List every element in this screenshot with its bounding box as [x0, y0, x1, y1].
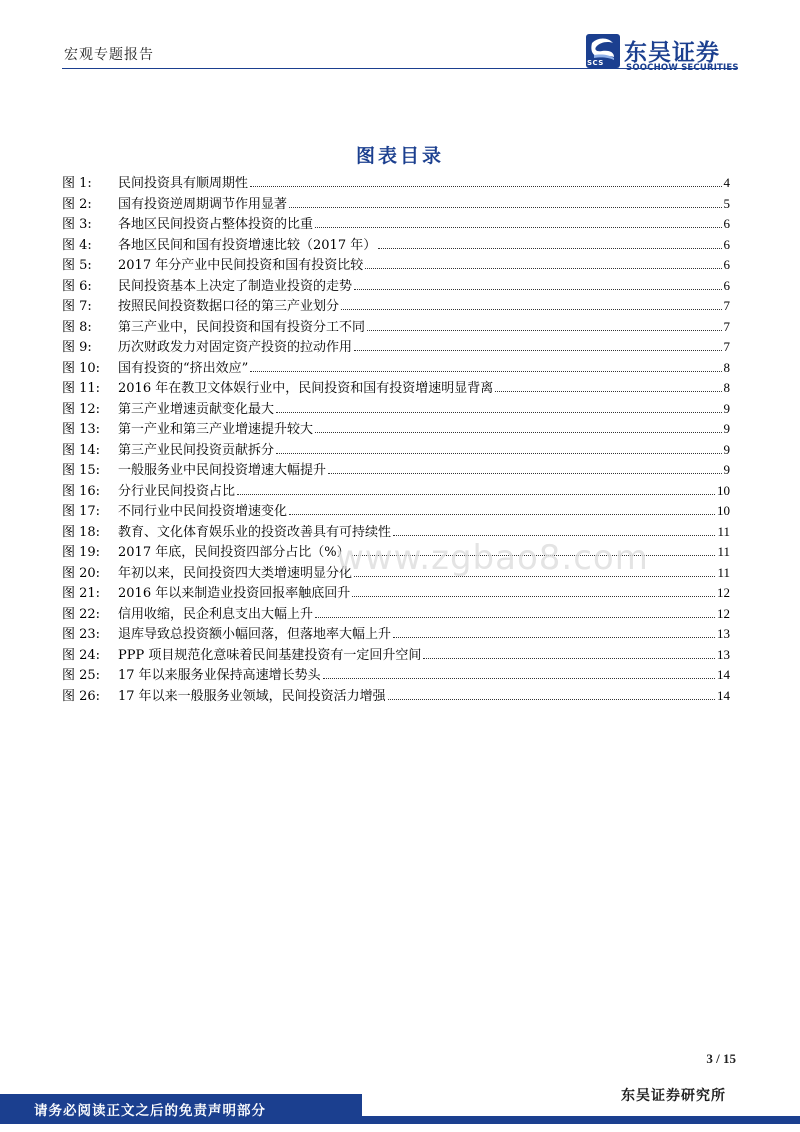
toc-entry-label: 图 22:: [62, 606, 101, 622]
toc-entry[interactable]: [62, 481, 730, 502]
toc-entry-title: 各地区民间投资占整体投资的比重: [118, 217, 314, 232]
toc-leader-dots: [328, 473, 721, 474]
toc-leader-dots: [423, 658, 715, 659]
toc-entry-page: 14: [717, 687, 730, 703]
toc-entry-label: 图 4:: [62, 237, 92, 253]
toc-entry-page: 6: [723, 216, 730, 231]
toc-entry-label: 图 19:: [62, 545, 101, 560]
toc-entry-title: 国有投资逆周期调节作用显著: [118, 196, 288, 212]
figure-toc-list: [62, 173, 730, 706]
toc-entry-title: 各地区民间和国有投资增速比较（2017 年）: [118, 237, 377, 253]
toc-entry-page: 6: [723, 236, 730, 252]
toc-entry[interactable]: [62, 604, 730, 625]
toc-leader-dots: [289, 207, 721, 208]
toc-entry-title: 一般服务业中民间投资增速大幅提升: [118, 463, 327, 478]
toc-leader-dots: [388, 699, 715, 700]
toc-entry-page: 9: [723, 400, 730, 416]
toc-entry-title: 分行业民间投资占比: [118, 483, 236, 499]
toc-title: 图表目录: [355, 145, 444, 167]
toc-entry-page: 9: [723, 421, 730, 436]
toc-entry[interactable]: [62, 583, 730, 604]
toc-entry[interactable]: [62, 440, 730, 461]
toc-entry-label: 图 18:: [62, 524, 101, 540]
toc-entry[interactable]: [62, 501, 730, 522]
toc-entry-label: 图 3:: [62, 217, 92, 232]
toc-entry-page: 11: [717, 564, 730, 580]
toc-entry-title: 17 年以来服务业保持高速增长势头: [118, 668, 321, 683]
toc-entry-title: 按照民间投资数据口径的第三产业划分: [118, 299, 340, 314]
toc-entry-page: 4: [723, 175, 730, 190]
toc-entry[interactable]: [62, 645, 730, 666]
toc-entry[interactable]: [62, 296, 730, 317]
toc-entry-label: 图 25:: [62, 668, 101, 683]
toc-leader-dots: [250, 186, 721, 187]
toc-entry-page: 8: [723, 359, 730, 375]
toc-entry-title: 退库导致总投资额小幅回落，但落地率大幅上升: [118, 627, 392, 642]
toc-entry-label: 图 14:: [62, 442, 101, 458]
toc-entry-page: 6: [723, 277, 730, 293]
toc-leader-dots: [315, 617, 715, 618]
toc-entry-label: 图 23:: [62, 627, 101, 642]
toc-entry-title: 第三产业增速贡献变化最大: [118, 401, 275, 417]
toc-entry-label: 图 10:: [62, 360, 101, 376]
toc-leader-dots: [237, 494, 715, 495]
toc-leader-dots: [250, 371, 721, 372]
toc-entry-page: 11: [717, 523, 730, 539]
toc-leader-dots: [276, 412, 721, 413]
toc-entry-title: 2017 年底，民间投资四部分占比（%）: [118, 545, 350, 560]
toc-entry-page: 6: [723, 257, 730, 272]
toc-entry[interactable]: [62, 255, 730, 276]
toc-entry[interactable]: [62, 235, 730, 256]
toc-entry-title: 教育、文化体育娱乐业的投资改善具有可持续性: [118, 524, 392, 540]
report-type-label: 宏观专题报告: [64, 47, 154, 63]
toc-entry[interactable]: [62, 624, 730, 645]
toc-entry-label: 图 5:: [62, 258, 92, 273]
toc-entry-page: 13: [717, 626, 730, 641]
toc-entry-page: 7: [723, 298, 730, 313]
toc-entry[interactable]: [62, 378, 730, 399]
footer-organization: 东吴证券研究所: [621, 1088, 726, 1104]
toc-entry-label: 图 8:: [62, 319, 92, 335]
toc-entry-title: 不同行业中民间投资增速变化: [118, 504, 288, 519]
toc-entry-label: 图 1:: [62, 176, 92, 191]
toc-entry[interactable]: [62, 399, 730, 420]
toc-entry[interactable]: [62, 665, 730, 686]
toc-entry[interactable]: [62, 173, 730, 194]
toc-entry[interactable]: [62, 317, 730, 338]
toc-entry-title: 2016 年在教卫文体娱行业中，民间投资和国有投资增速明显背离: [118, 381, 494, 396]
toc-entry-label: 图 17:: [62, 504, 101, 519]
toc-entry-page: 10: [717, 503, 730, 518]
toc-entry-title: 民间投资基本上决定了制造业投资的走势: [118, 278, 353, 294]
toc-entry-label: 图 9:: [62, 340, 92, 355]
toc-entry-label: 图 20:: [62, 565, 101, 581]
toc-entry[interactable]: [62, 194, 730, 215]
toc-entry-title: 2016 年以来制造业投资回报率触底回升: [118, 586, 351, 601]
watermark-text: www.zgbao8.com: [336, 538, 649, 578]
toc-leader-dots: [378, 248, 721, 249]
footer-line: [362, 1116, 800, 1124]
toc-entry[interactable]: [62, 419, 730, 440]
toc-leader-dots: [393, 637, 715, 638]
toc-entry-title: 第三产业民间投资贡献拆分: [118, 442, 275, 458]
toc-leader-dots: [323, 678, 715, 679]
toc-leader-dots: [315, 432, 721, 433]
toc-entry[interactable]: [62, 686, 730, 707]
toc-entry-label: 图 13:: [62, 422, 101, 437]
toc-entry-title: 历次财政发力对固定资产投资的拉动作用: [118, 340, 353, 355]
logo-name-en: SOOCHOW SECURITIES: [626, 63, 739, 73]
company-logo: [586, 34, 746, 74]
toc-entry-label: 图 24:: [62, 647, 101, 663]
toc-entry-page: 9: [723, 441, 730, 457]
toc-leader-dots: [495, 391, 721, 392]
toc-entry-label: 图 16:: [62, 483, 101, 499]
toc-leader-dots: [354, 350, 721, 351]
toc-entry-label: 图 21:: [62, 586, 101, 601]
toc-entry-title: PPP 项目规范化意味着民间基建投资有一定回升空间: [118, 647, 422, 663]
page-number: 3 / 15: [706, 1051, 736, 1066]
toc-entry-page: 12: [717, 585, 730, 600]
logo-name-cn: 东吴证券: [624, 40, 720, 66]
toc-leader-dots: [315, 227, 721, 228]
toc-entry-page: 5: [723, 195, 730, 211]
toc-entry-label: 图 26:: [62, 688, 101, 704]
toc-leader-dots: [354, 289, 721, 290]
toc-entry-page: 12: [717, 605, 730, 621]
toc-entry-label: 图 2:: [62, 196, 92, 212]
toc-entry-label: 图 6:: [62, 278, 92, 294]
toc-entry[interactable]: [62, 337, 730, 358]
toc-leader-dots: [276, 453, 721, 454]
toc-entry-label: 图 12:: [62, 401, 101, 417]
toc-entry-title: 民间投资具有顺周期性: [118, 176, 249, 191]
toc-entry-label: 图 15:: [62, 463, 101, 478]
toc-leader-dots: [393, 535, 715, 536]
toc-entry[interactable]: [62, 460, 730, 481]
toc-entry[interactable]: [62, 214, 730, 235]
toc-entry-page: 11: [717, 544, 730, 559]
toc-entry-page: 8: [723, 380, 730, 395]
toc-entry-title: 年初以来，民间投资四大类增速明显分化: [118, 565, 353, 581]
logo-mark-text: SCS: [587, 59, 604, 67]
toc-leader-dots: [341, 309, 721, 310]
toc-entry-title: 第一产业和第三产业增速提升较大: [118, 422, 314, 437]
toc-entry-label: 图 11:: [62, 381, 101, 396]
toc-entry-page: 9: [723, 462, 730, 477]
toc-entry-title: 信用收缩，民企利息支出大幅上升: [118, 606, 314, 622]
toc-entry-title: 2017 年分产业中民间投资和国有投资比较: [118, 258, 364, 273]
toc-leader-dots: [367, 330, 721, 331]
toc-entry-title: 17 年以来一般服务业领域，民间投资活力增强: [118, 688, 386, 704]
toc-leader-dots: [352, 596, 715, 597]
toc-entry[interactable]: [62, 276, 730, 297]
toc-entry-page: 13: [717, 646, 730, 662]
toc-entry-page: 7: [723, 318, 730, 334]
toc-entry-page: 10: [717, 482, 730, 498]
toc-leader-dots: [365, 268, 721, 269]
toc-entry-title: 国有投资的“挤出效应”: [118, 360, 249, 376]
toc-entry-page: 14: [717, 667, 730, 682]
footer-disclaimer: 请务必阅读正文之后的免责声明部分: [34, 1103, 266, 1119]
toc-entry-label: 图 7:: [62, 299, 92, 314]
toc-entry-page: 7: [723, 339, 730, 354]
toc-leader-dots: [289, 514, 715, 515]
toc-entry-title: 第三产业中，民间投资和国有投资分工不同: [118, 319, 366, 335]
toc-entry[interactable]: [62, 358, 730, 379]
